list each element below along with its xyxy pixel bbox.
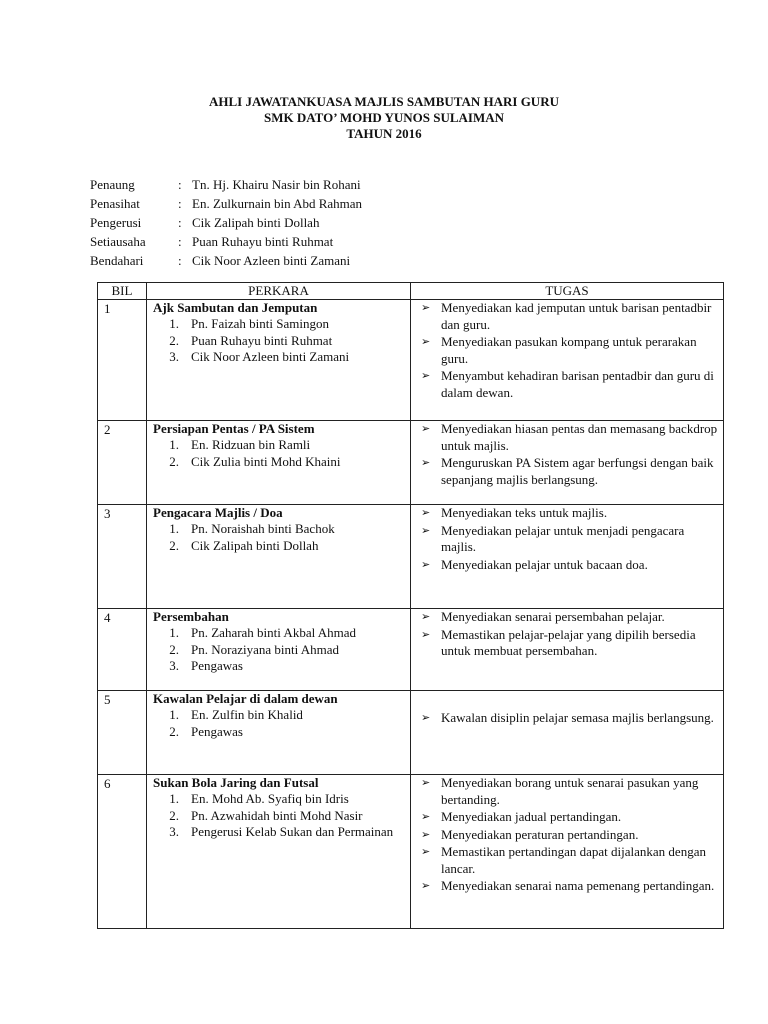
task-item	[421, 775, 719, 808]
task-text: Menyediakan senarai persembahan pelajar.	[441, 609, 665, 624]
member-number: 1.	[169, 521, 179, 536]
member-item	[153, 791, 406, 808]
member-item	[153, 316, 406, 333]
task-item	[421, 368, 719, 401]
officer-name: Puan Ruhayu binti Ruhmat	[192, 234, 334, 249]
arrow-bullet-icon: ➢	[421, 423, 431, 435]
officer-name: Cik Zalipah binti Dollah	[192, 215, 320, 230]
task-text: Menyediakan pasukan kompang untuk perarakan guru.	[441, 334, 697, 366]
task-text: Menguruskan PA Sistem agar berfungsi dengan baik sepanjang majlis berlangsung.	[441, 455, 714, 487]
perkara-cell	[147, 609, 411, 691]
perkara-title: Kawalan Pelajar di dalam dewan	[153, 691, 338, 706]
officer-role: Setiausaha	[90, 234, 146, 249]
tugas-cell	[411, 421, 724, 505]
member-name: Pn. Noraziyana binti Ahmad	[191, 641, 340, 657]
member-item	[153, 808, 406, 825]
school-name: SMK DATO’ MOHD YUNOS SULAIMAN	[263, 110, 505, 125]
arrow-bullet-icon: ➢	[421, 457, 431, 469]
member-number: 1.	[169, 316, 179, 331]
task-text: Memastikan pertandingan dapat dijalankan dengan lancar.	[441, 844, 706, 876]
member-name: En. Ridzuan bin Ramli	[191, 437, 311, 452]
member-item	[153, 333, 406, 350]
officer-name: En. Zulkurnain bin Abd Rahman	[192, 196, 363, 211]
member-number: 2.	[169, 723, 179, 739]
member-name: Pengerusi Kelab Sukan dan Permainan	[191, 824, 394, 839]
row-number: 5	[98, 691, 147, 775]
officer-colon: :	[178, 196, 182, 211]
officer-colon: :	[178, 253, 182, 268]
member-item	[153, 824, 406, 841]
task-item	[421, 557, 719, 574]
member-name: Pn. Azwahidah binti Mohd Nasir	[191, 807, 363, 823]
officer-row	[90, 213, 362, 232]
member-item	[153, 521, 406, 538]
member-item	[153, 658, 406, 675]
officer-colon: :	[178, 177, 182, 192]
member-number: 1.	[169, 791, 179, 806]
header-perkara: PERKARA	[147, 283, 411, 300]
committee-table	[97, 282, 724, 929]
perkara-title: Ajk Sambutan dan Jemputan	[153, 300, 318, 315]
member-number: 1.	[169, 707, 179, 722]
arrow-bullet-icon: ➢	[421, 628, 431, 641]
member-item	[153, 538, 406, 555]
member-name: Cik Zalipah binti Dollah	[191, 537, 319, 553]
table-header-row	[98, 283, 724, 300]
member-name: Pn. Zaharah binti Akbal Ahmad	[191, 625, 357, 640]
member-number: 3.	[169, 824, 179, 839]
task-text: Menyediakan borang untuk senarai pasukan yang bertanding.	[441, 775, 699, 807]
task-item	[421, 710, 719, 727]
task-item	[421, 844, 719, 877]
officer-name: Cik Noor Azleen binti Zamani	[192, 253, 351, 268]
perkara-title: Sukan Bola Jaring dan Futsal	[153, 775, 319, 790]
tugas-cell	[411, 691, 724, 775]
member-item	[153, 454, 406, 471]
task-item	[421, 878, 719, 895]
header-tugas: TUGAS	[411, 283, 724, 300]
table-row	[98, 775, 724, 929]
arrow-bullet-icon: ➢	[421, 846, 431, 858]
officer-colon: :	[178, 234, 182, 249]
task-item	[421, 505, 719, 522]
task-item	[421, 334, 719, 367]
table-row	[98, 609, 724, 691]
perkara-cell	[147, 300, 411, 421]
officer-name: Tn. Hj. Khairu Nasir bin Rohani	[192, 177, 361, 192]
member-name: Pengawas	[191, 723, 243, 739]
task-text: Menyediakan pelajar untuk bacaan doa.	[441, 556, 648, 572]
task-text: Menyediakan senarai nama pemenang pertandingan.	[441, 878, 715, 893]
perkara-title: Persiapan Pentas / PA Sistem	[153, 421, 315, 436]
task-text: Memastikan pelajar-pelajar yang dipilih bersedia untuk membuat persembahan.	[441, 626, 696, 658]
member-number: 2.	[169, 807, 179, 823]
task-text: Menyediakan peraturan pertandingan.	[441, 826, 639, 842]
member-number: 2.	[169, 332, 179, 348]
row-number: 1	[98, 300, 147, 421]
member-number: 1.	[169, 437, 179, 452]
member-item	[153, 625, 406, 642]
perkara-title: Persembahan	[153, 609, 229, 624]
member-number: 2.	[169, 537, 179, 553]
perkara-cell	[147, 691, 411, 775]
officer-row	[90, 175, 362, 194]
arrow-bullet-icon: ➢	[421, 811, 431, 823]
officer-role: Penasihat	[90, 196, 140, 211]
tugas-cell	[411, 505, 724, 609]
task-text: Menyediakan kad jemputan untuk barisan pentadbir dan guru.	[441, 300, 712, 332]
arrow-bullet-icon: ➢	[421, 777, 431, 789]
task-item	[421, 809, 719, 826]
perkara-cell	[147, 775, 411, 929]
task-item	[421, 421, 719, 454]
member-name: En. Mohd Ab. Syafiq bin Idris	[191, 791, 349, 806]
arrow-bullet-icon: ➢	[421, 611, 431, 623]
member-item	[153, 349, 406, 366]
member-name: Cik Noor Azleen binti Zamani	[191, 349, 350, 364]
tugas-cell	[411, 609, 724, 691]
member-item	[153, 642, 406, 659]
member-number: 2.	[169, 641, 179, 657]
task-text: Menyediakan teks untuk majlis.	[441, 505, 608, 520]
member-name: Cik Zulia binti Mohd Khaini	[191, 453, 341, 469]
arrow-bullet-icon: ➢	[421, 507, 431, 519]
arrow-bullet-icon: ➢	[421, 828, 431, 841]
perkara-cell	[147, 505, 411, 609]
perkara-title: Pengacara Majlis / Doa	[153, 505, 283, 520]
member-item	[153, 437, 406, 454]
year-heading: TAHUN 2016	[346, 126, 422, 141]
tugas-cell	[411, 775, 724, 929]
table-row	[98, 691, 724, 775]
task-text: Menyediakan pelajar untuk menjadi pengacara majlis.	[441, 522, 685, 554]
arrow-bullet-icon: ➢	[421, 524, 431, 537]
member-name: Puan Ruhayu binti Ruhmat	[191, 332, 333, 348]
task-text: Menyediakan hiasan pentas dan memasang backdrop untuk majlis.	[441, 421, 718, 453]
arrow-bullet-icon: ➢	[421, 370, 431, 382]
member-name: Pn. Noraishah binti Bachok	[191, 521, 335, 536]
officer-role: Penaung	[90, 177, 135, 192]
officer-row	[90, 251, 362, 270]
row-number: 2	[98, 421, 147, 505]
member-number: 2.	[169, 453, 179, 469]
officer-row	[90, 194, 362, 213]
member-number: 1.	[169, 625, 179, 640]
task-item	[421, 523, 719, 556]
row-number: 3	[98, 505, 147, 609]
arrow-bullet-icon: ➢	[421, 880, 431, 892]
tugas-cell	[411, 300, 724, 421]
member-number: 3.	[169, 658, 179, 673]
task-item	[421, 455, 719, 488]
officer-role: Bendahari	[90, 253, 144, 268]
member-item	[153, 724, 406, 741]
table-row	[98, 300, 724, 421]
perkara-cell	[147, 421, 411, 505]
task-text: Menyediakan jadual pertandingan.	[441, 809, 622, 824]
task-text: Kawalan disiplin pelajar semasa majlis berlangsung.	[441, 710, 714, 725]
arrow-bullet-icon: ➢	[421, 558, 431, 571]
officer-role: Pengerusi	[90, 215, 142, 230]
officers-list	[90, 175, 362, 270]
table-row	[98, 505, 724, 609]
row-number: 6	[98, 775, 147, 929]
officer-colon: :	[178, 215, 182, 230]
task-item	[421, 609, 719, 626]
arrow-bullet-icon: ➢	[421, 336, 431, 348]
member-name: Pn. Faizah binti Samingon	[191, 316, 329, 331]
task-item	[421, 300, 719, 333]
arrow-bullet-icon: ➢	[421, 712, 431, 724]
member-name: Pengawas	[191, 658, 243, 673]
header-bil: BIL	[98, 283, 147, 300]
table-row	[98, 421, 724, 505]
task-text: Menyambut kehadiran barisan pentadbir dan guru di dalam dewan.	[441, 368, 714, 400]
member-item	[153, 707, 406, 724]
document-title: AHLI JAWATANKUASA MAJLIS SAMBUTAN HARI GURU	[209, 94, 559, 109]
member-number: 3.	[169, 349, 179, 364]
task-item	[421, 827, 719, 844]
arrow-bullet-icon: ➢	[421, 302, 431, 314]
task-item	[421, 627, 719, 660]
officer-row	[90, 232, 362, 251]
row-number: 4	[98, 609, 147, 691]
member-name: En. Zulfin bin Khalid	[191, 707, 303, 722]
